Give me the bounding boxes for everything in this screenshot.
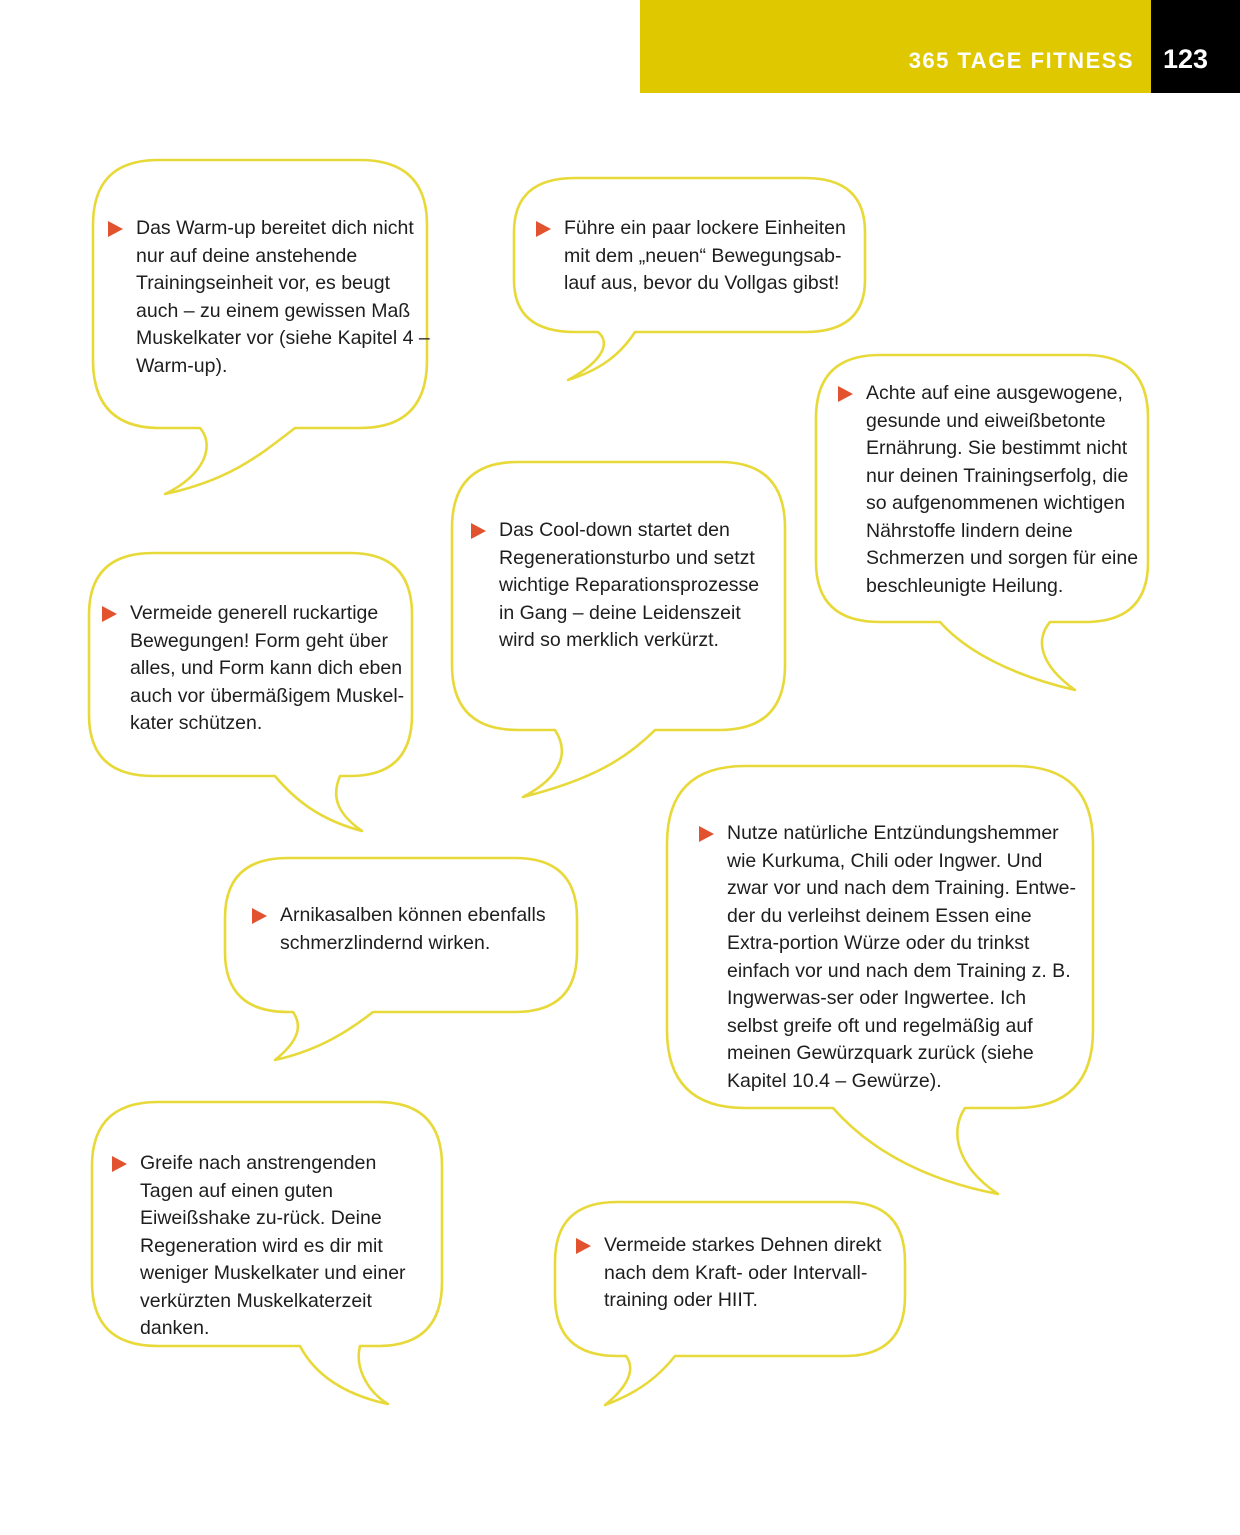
tip-arnica [252,902,560,957]
tip-text: Das Warm-up bereitet dich nicht nur auf deine anstehende Trainingseinheit vor, es beugt auch – zu einem gewissen Maß Muskelkater vor (siehe Kapitel 4 – Warm-up). [136,217,430,377]
tip-text: Greife nach anstrengenden Tagen auf einen guten Eiweißshake zu-rück. Deine Regeneration wird es dir mit weniger Muskelkater und einer verkürzten Muskelkaterzeit danken. [140,1152,406,1339]
tip-warmup [108,215,436,380]
tip-nutrition [838,380,1151,600]
triangle-right-icon [536,221,551,237]
triangle-right-icon [576,1238,591,1254]
tip-text: Führe ein paar lockere Einheiten mit dem „neuen“ Bewegungsab-lauf aus, bevor du Vollgas gibst! [564,217,846,294]
tip-stretching [576,1232,904,1315]
tip-text: Vermeide starkes Dehnen direkt nach dem Kraft- oder Intervall-training oder HIIT. [604,1234,882,1311]
tip-text: Das Cool-down startet den Regenerationsturbo und setzt wichtige Reparationsprozesse in Gang – deine Leidenszeit wird so merklich verkürzt. [499,519,760,651]
page-number: 123 [1163,44,1209,74]
tip-text: Nutze natürliche Entzündungshemmer wie Kurkuma, Chili oder Ingwer. Und zwar vor und nach dem Training. Entwe-der du verleihst deinem Essen eine Extra-portion Würze oder du trinkst einfach vor und nach dem Training z. B. Ingwerwas-ser oder Ingwertee. Ich selbst greife oft und regelmäßig auf meinen Gewürzquark zurück (siehe Kapitel 10.4 – Gewürze). [727,822,1077,1092]
tip-text: Arnikasalben können ebenfalls schmerzlindernd wirken. [280,904,546,954]
triangle-right-icon [471,523,486,539]
tip-cooldown [471,517,779,655]
triangle-right-icon [108,221,123,237]
header-title: 365 TAGE FITNESS [908,48,1134,73]
speech-bubble-arnica [225,858,577,1060]
triangle-right-icon [252,908,267,924]
triangle-right-icon [112,1156,127,1172]
triangle-right-icon [699,826,714,842]
tip-jerky-moves [102,600,410,738]
tip-text: Vermeide generell ruckartige Bewegungen! Form geht über alles, und Form kann dich eben auch vor übermäßigem Muskel-kater schützen. [130,602,405,734]
tip-text: Achte auf eine ausgewogene, gesunde und eiweißbetonte Ernährung. Sie bestimmt nicht nur deinen Trainingserfolg, die so aufgenommenen wichtigen Nährstoffe lindern deine Schmerzen und sorgen für eine beschleunigte Heilung. [866,382,1139,597]
triangle-right-icon [838,386,853,402]
tip-easy-sessions [536,215,864,298]
triangle-right-icon [102,606,117,622]
tip-anti-inflammatory [699,820,1077,1095]
tip-protein-shake [112,1150,432,1343]
